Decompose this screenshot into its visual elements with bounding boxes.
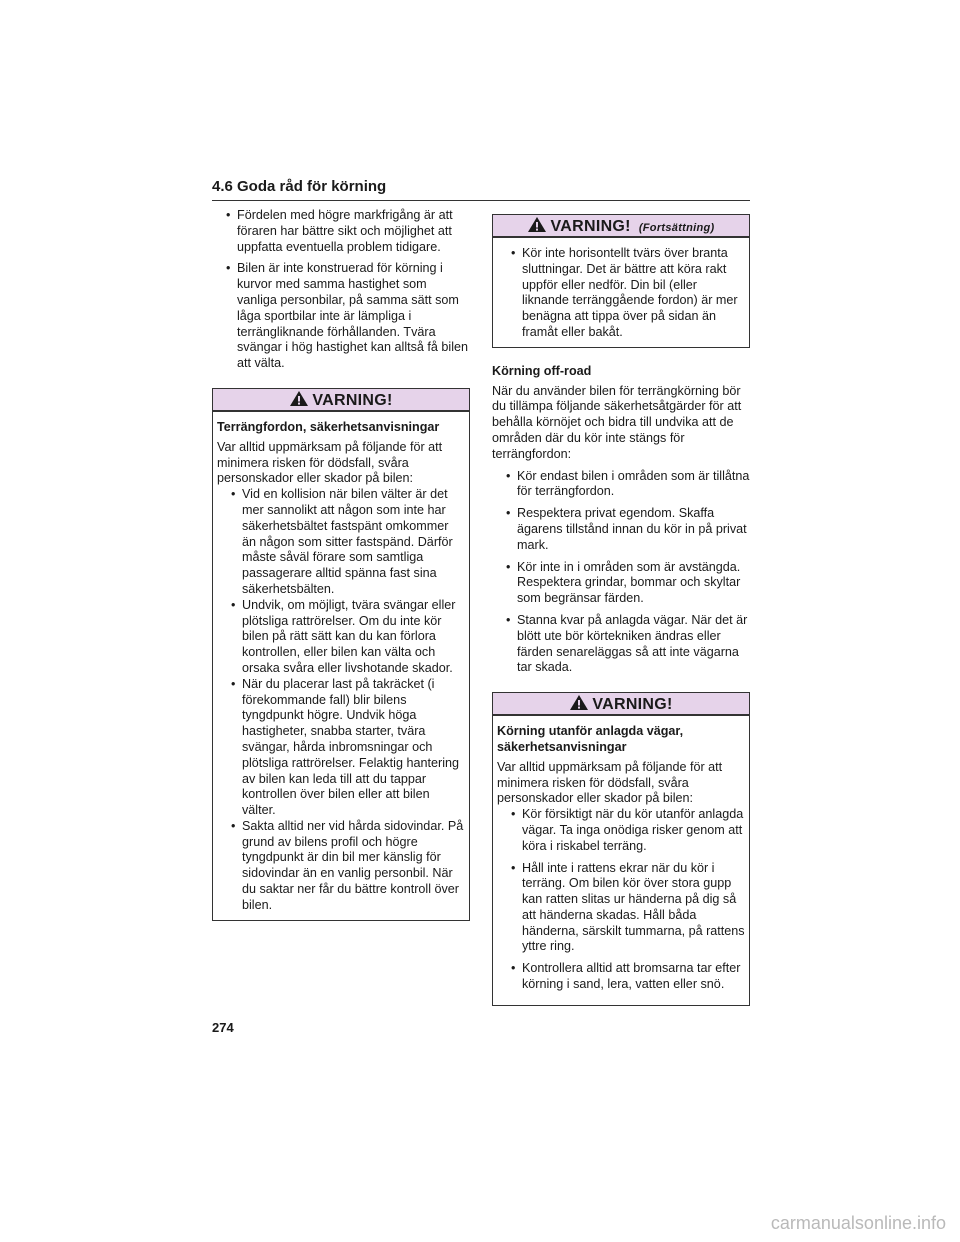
list-item: • Undvik, om möjligt, tvära svängar eller plötsliga rattrörelser. Om du inte kör bilen på rätt sätt kan du kan förlora kontrollen, eller bilen kan välta och orsaka svåra eller livshotande skador. bbox=[217, 598, 465, 677]
warning-subtitle: Terrängfordon, säkerhetsanvisningar bbox=[217, 419, 440, 434]
page-number: 274 bbox=[212, 1020, 234, 1035]
list-item: • Fördelen med högre markfrigång är att föraren har bättre sikt och möjlighet att uppfatta eventuella problem tidigare. bbox=[212, 208, 470, 255]
list-item: • Bilen är inte konstruerad för körning i kurvor med samma hastighet som vanliga personbilar, på samma sätt som låga sportbilar inte är lämpliga i terrängliknande förhållanden. Tvära svängar i hög hastighet kan alltså få bilen att välta. bbox=[212, 261, 470, 372]
list-item: • Kör endast bilen i områden som är tillåtna för terrängfordon. bbox=[492, 469, 750, 501]
warning-header bbox=[213, 389, 469, 412]
warning-title: VARNING! bbox=[592, 696, 673, 714]
watermark: carmanualsonline.info bbox=[770, 1213, 946, 1233]
list-item: • Sakta alltid ner vid hårda sidovindar. På grund av bilens profil och högre tyngdpunkt är din bil mer känslig för sidovindar än en vanlig personbil. När du saktar ner får du bättre kontroll över bilen. bbox=[217, 819, 465, 914]
page-header bbox=[212, 178, 750, 201]
section-title-offroad: Körning off-road bbox=[492, 363, 592, 378]
warning-title: VARNING! bbox=[550, 218, 631, 235]
warning-box-continued bbox=[492, 214, 750, 348]
warning-list bbox=[217, 487, 465, 914]
left-bullet-list bbox=[212, 208, 470, 372]
list-item: • När du placerar last på takräcket (i förekommande fall) blir bilens tyngdpunkt högre. Undvik höga hastigheter, snabba starter, tvära svängar, hårda inbromsningar och plötsliga rattrörelser. Felaktig hantering av bilen kan leda till att du tappar kontrollen över bilen eller att bilen välter. bbox=[217, 677, 465, 819]
warning-intro: Var alltid uppmärksam på följande för att minimera risken för dödsfall, svåra personskador eller skador på bilen: bbox=[217, 439, 443, 486]
warning-icon bbox=[527, 216, 547, 233]
list-item: • Respektera privat egendom. Skaffa ägarens tillstånd innan du kör in på privat mark. bbox=[492, 506, 750, 553]
list-item: • Håll inte i rattens ekrar när du kör i terräng. Om bilen kör över stora gupp kan ratten slitas ur händerna på dig så att händerna skadas. Håll båda händerna, särskilt tummarna, på rattens yttre ring. bbox=[497, 861, 745, 956]
list-item: • Kör inte in i områden som är avstängda. Respektera grindar, bommar och skyltar som begränsar färden. bbox=[492, 560, 750, 607]
warning-box-terrain bbox=[212, 388, 470, 921]
list-item: • Kör inte horisontellt tvärs över branta sluttningar. Det är bättre att köra rakt uppför eller nedför. Din bil (eller liknande terränggående fordon) är mer benägna att tippa över på sidan än framåt eller bakåt. bbox=[497, 246, 745, 341]
section-intro: När du använder bilen för terrängkörning bör du tillämpa följande säkerhetsåtgärder för att behålla körnöjet och bidra till undvika att de områden där du kör inte stängs för terrängfordon: bbox=[492, 383, 742, 461]
warning-title: VARNING! bbox=[312, 391, 393, 409]
right-bullet-list bbox=[492, 469, 750, 677]
list-item: • Stanna kvar på anlagda vägar. När det är blött ute bör körtekniken ändras eller färden senareläggas så att inte vägarna tar skada. bbox=[492, 613, 750, 676]
warning-list bbox=[497, 246, 745, 341]
list-item: • Kör försiktigt när du kör utanför anlagda vägar. Ta inga onödiga risker genom att köra i riskabel terräng. bbox=[497, 807, 745, 854]
warning-icon bbox=[569, 694, 589, 711]
warning-body bbox=[493, 716, 749, 1005]
warning-intro: Var alltid uppmärksam på följande för att minimera risken för dödsfall, svåra personskador eller skador på bilen: bbox=[497, 759, 723, 806]
list-item: • Vid en kollision när bilen välter är det mer sannolikt att någon som inte har säkerhetsbältet fastspänt omkommer än någon som sitter fastspänd. Därför måste såväl förare som samtliga passagerare alltid spänna fast sina säkerhetsbälten. bbox=[217, 487, 465, 598]
warning-body bbox=[493, 238, 749, 347]
left-column bbox=[212, 208, 470, 921]
warning-header bbox=[493, 215, 749, 238]
continued-label: (Fortsättning) bbox=[638, 222, 715, 234]
warning-box-offroad bbox=[492, 692, 750, 1006]
warning-icon bbox=[289, 390, 309, 407]
right-column bbox=[492, 214, 750, 1006]
warning-subtitle: Körning utanför anlagda vägar, säkerhetsanvisningar bbox=[497, 724, 684, 754]
warning-body bbox=[213, 412, 469, 920]
warning-list bbox=[497, 807, 745, 993]
section-heading: 4.6 Goda råd för körning bbox=[212, 178, 387, 195]
list-item: • Kontrollera alltid att bromsarna tar efter körning i sand, lera, vatten eller snö. bbox=[497, 961, 745, 993]
warning-header bbox=[493, 693, 749, 716]
